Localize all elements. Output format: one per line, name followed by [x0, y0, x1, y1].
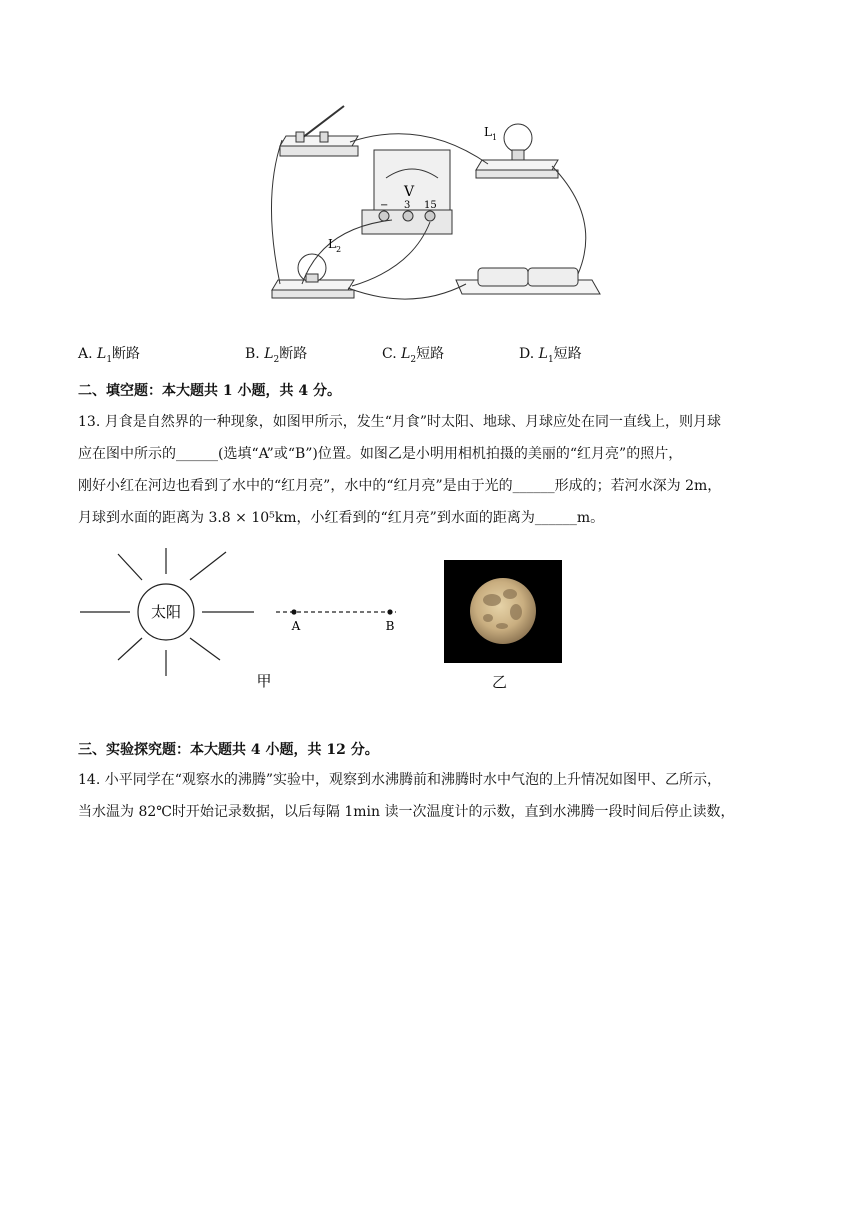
l2-label: L	[328, 237, 336, 251]
moon-photo	[444, 560, 562, 663]
option-b[interactable]: B. $L_2$断路	[245, 346, 308, 365]
q13-text	[78, 406, 784, 534]
q12-options	[78, 343, 778, 367]
voltmeter-label: V	[404, 184, 415, 200]
q14-line: 当水温为 82℃时开始记录数据，以后每隔 1min 读一次温度计的示数，直到水沸腾一段时间后停止读数，	[78, 804, 735, 820]
sun-label: 太阳	[150, 603, 182, 621]
caption-jia: 甲	[256, 672, 272, 690]
point-a-label: A	[291, 619, 301, 633]
option-d[interactable]: D. $L_1$短路	[519, 346, 582, 365]
q14-text	[78, 764, 784, 828]
terminal-minus: −	[380, 200, 389, 211]
q14-line: 14. 小平同学在“观察水的沸腾”实验中，观察到水沸腾前和沸腾时水中气泡的上升情况如图甲、乙所示，	[78, 772, 722, 788]
l2-label-sub: 2	[336, 245, 342, 254]
terminal-15: 15	[424, 200, 437, 211]
circuit-figure	[262, 98, 608, 310]
q13-line: 应在图中所示的______(选填“A”或“B”)位置。如图乙是小明用相机拍摄的美丽的“红月亮”的照片，	[78, 446, 683, 462]
section-2-title: 二、填空题：本大题共 1 小题，共 4 分。	[78, 383, 341, 399]
q13-line: 13. 月食是自然界的一种现象，如图甲所示，发生“月食”时太阳、地球、月球应处在同一直线上，则月球	[78, 414, 722, 430]
point-b-dot	[387, 609, 392, 614]
figure-jia	[80, 548, 420, 693]
q13-line: 月球到水面的距离为 3.8 × 10⁵km，小红看到的“红月亮”到水面的距离为______m。	[78, 510, 605, 526]
terminal-3: 3	[404, 200, 411, 211]
caption-yi: 乙	[492, 673, 508, 691]
section-3-title: 三、实验探究题：本大题共 4 小题，共 12 分。	[78, 742, 379, 758]
option-a[interactable]: A. $L_1$断路	[78, 346, 141, 365]
q13-line: 刚好小红在河边也看到了水中的“红月亮”，水中的“红月亮”是由于光的______形成的；若河水深为 2m，	[78, 478, 722, 494]
point-b-label: B	[385, 619, 395, 633]
l1-label-sub: 1	[492, 133, 498, 142]
l1-label: L	[484, 125, 492, 139]
option-c[interactable]: C. $L_2$短路	[382, 346, 445, 365]
point-a-dot	[291, 609, 296, 614]
